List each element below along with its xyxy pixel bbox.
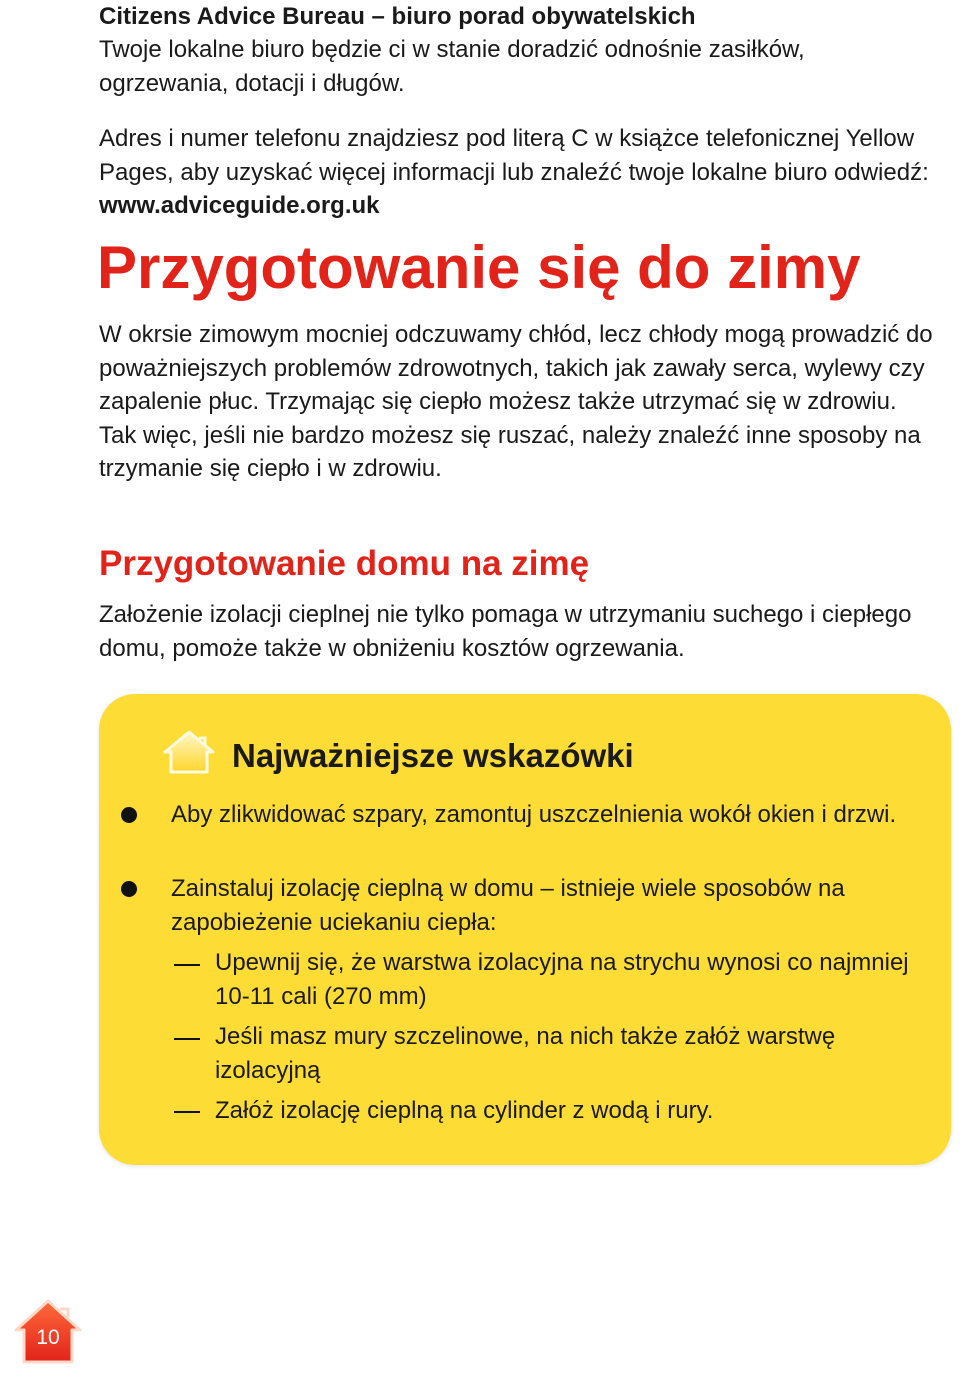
bullet-icon — [121, 807, 137, 823]
tip-subitem: Upewnij się, że warstwa izolacyjna na strychu wynosi co najmniej 10-11 cali (270 mm) — [215, 949, 909, 1010]
cab-section — [99, 0, 939, 223]
cab-intro: Twoje lokalne biuro będzie ci w stanie doradzić odnośnie zasiłków, ogrzewania, dotacji i długów. — [99, 36, 805, 97]
tips-box — [99, 694, 951, 1165]
dash-icon — [174, 1038, 200, 1040]
page-number: 10 — [36, 1326, 60, 1349]
home-heading: Przygotowanie domu na zimę — [99, 544, 590, 583]
tip-item: Aby zlikwidować szpary, zamontuj uszczelnienia wokół okien i drzwi. — [171, 801, 897, 828]
tip-subitem: Załóż izolację cieplną na cylinder z wodą i rury. — [215, 1097, 714, 1124]
winter-heading: Przygotowanie się do zimy — [97, 234, 861, 301]
page-number-badge — [12, 1296, 84, 1366]
tip-subitem: Jeśli masz mury szczelinowe, na nich także załóż warstwę izolacyjną — [215, 1023, 836, 1084]
dash-icon — [174, 1111, 200, 1113]
cab-contact — [99, 122, 939, 223]
bullet-icon — [121, 881, 137, 897]
home-body: Założenie izolacji cieplnej nie tylko pomaga w utrzymaniu suchego i ciepłego domu, pomoże także w obniżeniu kosztów ogrzewania. — [99, 601, 912, 662]
tips-heading: Najważniejsze wskazówki — [232, 737, 634, 774]
cab-title: Citizens Advice Bureau – biuro porad obywatelskich — [99, 3, 696, 30]
winter-section — [99, 318, 939, 486]
advice-url-link[interactable]: www.adviceguide.org.uk — [99, 192, 380, 219]
dash-icon — [174, 964, 200, 966]
home-section — [99, 598, 939, 665]
winter-body: W okrsie zimowym mocniej odczuwamy chłód, lecz chłody mogą prowadzić do poważniejszych problemów zdrowotnych, takich jak zawały serca, wylewy czy zapalenie płuc. Trzymając się ciepło możesz także utrzymać się w zdrowiu. Tak więc, jeśli nie bardzo możesz się ruszać, należy znaleźć inne sposoby na trzymanie się ciepło i w zdrowiu. — [99, 321, 933, 482]
house-icon — [161, 728, 217, 776]
tip-item: Zainstaluj izolację cieplną w domu – istnieje wiele sposobów na zapobieżenie uciekaniu ciepła: — [171, 875, 845, 936]
cab-contact-text: Adres i numer telefonu znajdziesz pod literą C w książce telefonicznej Yellow Pages, aby uzyskać więcej informacji lub znaleźć twoje lokalne biuro odwiedź: — [99, 125, 929, 186]
